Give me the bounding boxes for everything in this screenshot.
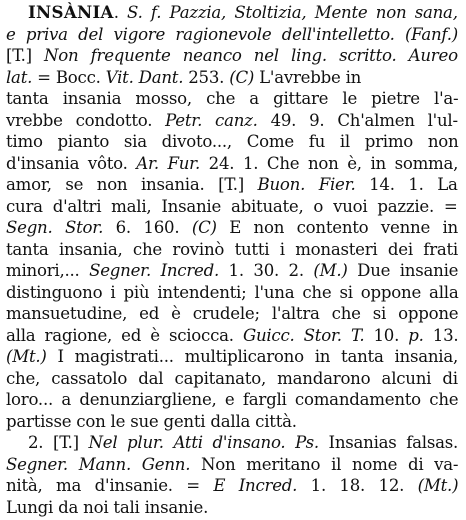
text-run: nità, ma d'insanie. = bbox=[6, 476, 214, 495]
italic-text: Segner. Mann. Genn. bbox=[6, 454, 191, 474]
text-run: 1. 18. 12. bbox=[297, 476, 418, 495]
text-run: 49. 9. Ch'almen l'ul- bbox=[257, 110, 458, 130]
text-run: tanta insania, che rovinò tutti i monasteri dei frati bbox=[6, 239, 458, 259]
italic-text: E Incred. bbox=[213, 476, 298, 495]
text-run: = Bocc. bbox=[37, 67, 106, 87]
text-run: d'insania vôto. bbox=[6, 153, 137, 173]
italic-text: Non frequente neanco nel ling. scritto. Aureo bbox=[44, 46, 458, 65]
text-run: 24. 1. Che non è, in somma, bbox=[200, 153, 459, 173]
italic-text: Ar. Fur. bbox=[136, 153, 201, 173]
text-run: 6. 160. bbox=[103, 218, 192, 237]
text-run: 2. [T.] bbox=[28, 433, 89, 452]
italic-text: Vit. Dant. bbox=[105, 67, 184, 87]
text-run: 13. bbox=[423, 325, 459, 345]
italic-text: Guicc. Stor. T. bbox=[242, 325, 365, 345]
text-run: Lungi da noi tali insanie. bbox=[6, 497, 209, 517]
italic-text: (Mt.) bbox=[6, 347, 47, 366]
text-run: mansuetudine, ed è crudele; l'altra che si oppone bbox=[6, 304, 459, 323]
text-run: Due insanie bbox=[347, 261, 459, 280]
italic-text: (Mt.) bbox=[417, 476, 459, 495]
italic-text: S. f. Pazzia, Stoltizia, Mente non sana, bbox=[127, 3, 458, 22]
text-run: L'avrebbe in bbox=[254, 67, 362, 87]
text-run: tanta insania mosso, che a gittare le pietre l'a- bbox=[6, 89, 459, 108]
italic-text: Buon. Fier. bbox=[257, 175, 356, 194]
text-run: Non meritano il nome di va- bbox=[190, 454, 459, 474]
entry-line bbox=[6, 495, 208, 520]
text-run: timo pianto sia divoto..., Come fu il primo non bbox=[6, 132, 459, 151]
text-run: 1. 30. 2. bbox=[219, 261, 314, 280]
text-run: partisse con le sue genti dalla città. bbox=[6, 411, 297, 431]
text-run: I magistrati... multiplicarono in tanta insania, bbox=[46, 347, 459, 366]
text-run: Insanias falsas. bbox=[318, 433, 459, 452]
italic-text: (M.) bbox=[313, 261, 348, 280]
italic-text: Petr. canz. bbox=[165, 110, 258, 130]
italic-text: Segn. Stor. bbox=[6, 218, 104, 237]
text-run: . bbox=[113, 3, 128, 22]
italic-text: Segner. Incred. bbox=[89, 261, 220, 280]
italic-text: (C) bbox=[191, 218, 217, 237]
text-run: 253. bbox=[183, 67, 230, 87]
text-run: minori,... bbox=[6, 261, 90, 280]
text-run: E non contento venne in bbox=[216, 218, 458, 237]
italic-text: e privа del vigore ragionevole dell'intelletto. (Fanf.) bbox=[6, 24, 458, 44]
text-run: alla ragione, ed è sciocca. bbox=[6, 325, 243, 345]
text-run: che, cassatolo dal capitanato, mandarono alcuni di bbox=[6, 368, 458, 388]
italic-text: Nel plur. Atti d'insano. Ps. bbox=[88, 433, 319, 452]
headword: INSÀNIA bbox=[28, 2, 114, 22]
text-run: cura d'altri mali, Insanie abituate, o vuoi pazzie. = bbox=[6, 196, 458, 216]
text-run: 10. bbox=[364, 325, 409, 345]
text-run: 14. 1. La bbox=[355, 175, 458, 194]
text-run: vrebbe condotto. bbox=[6, 110, 166, 130]
text-run: loro... a denunziargliene, e fargli comandamento che bbox=[6, 390, 459, 409]
italic-text: (C) bbox=[229, 67, 255, 87]
text-run: distinguono i più intendenti; l'una che si oppone alla bbox=[6, 282, 459, 302]
text-run: amor, se non insania. [T.] bbox=[6, 175, 258, 194]
italic-text: p. bbox=[408, 325, 424, 345]
italic-text: lat. bbox=[6, 67, 38, 87]
text-run: [T.] bbox=[6, 46, 45, 65]
